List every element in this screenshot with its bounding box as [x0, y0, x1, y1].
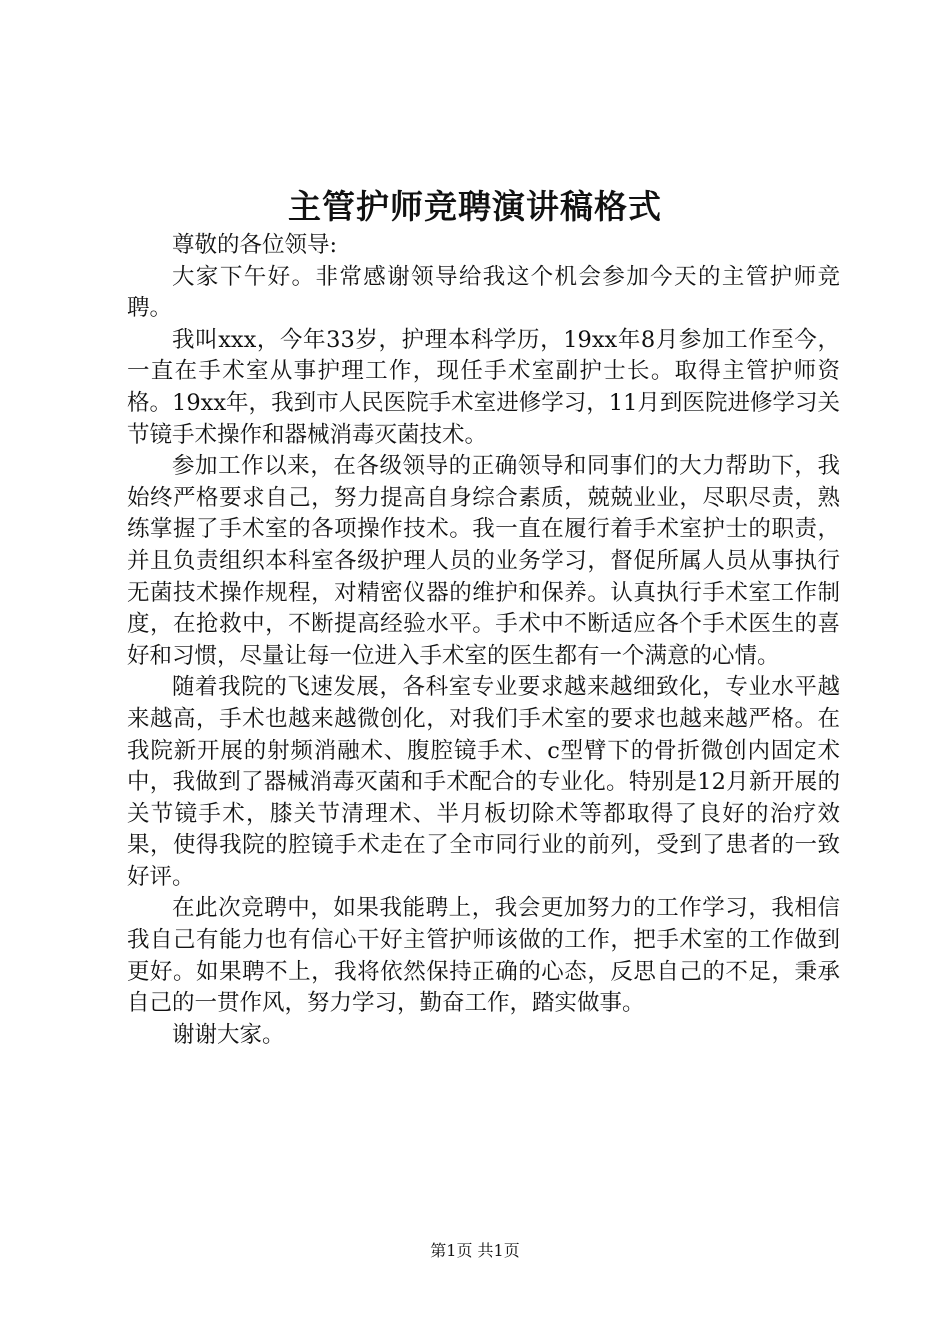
page-footer: 第1页 共1页 [430, 1241, 520, 1260]
paragraph: 在此次竞聘中，如果我能聘上，我会更加努力的工作学习，我相信我自己有能力也有信心干好主管护师该做的工作，把手术室的工作做到更好。如果聘不上，我将依然保持正确的心态，反思自己的不足，秉承自己的一贯作风，努力学习，勤奋工作，踏实做事。 [127, 895, 840, 1017]
document-title: 主管护师竞聘演讲稿格式 [288, 187, 662, 226]
paragraph: 参加工作以来，在各级领导的正确领导和同事们的大力帮助下，我始终严格要求自己，努力提高自身综合素质，兢兢业业，尽职尽责，熟练掌握了手术室的各项操作技术。我一直在履行着手术室护士的职责，并且负责组织本科室各级护理人员的业务学习，督促所属人员从事执行无菌技术操作规程，对精密仪器的维护和保养。认真执行手术室工作制度，在抢救中，不断提高经验水平。手术中不断适应各个手术医生的喜好和习惯，尽量让每一位进入手术室的医生都有一个满意的心情。 [127, 453, 840, 669]
paragraph: 大家下午好。非常感谢领导给我这个机会参加今天的主管护师竞聘。 [127, 263, 840, 322]
document-body [127, 230, 840, 1051]
salutation: 尊敬的各位领导: [172, 232, 338, 258]
paragraph: 随着我院的飞速发展，各科室专业要求越来越细致化，专业水平越来越高，手术也越来越微创化，对我们手术室的要求也越来越严格。在我院新开展的射频消融术、腹腔镜手术、c型臂下的骨折微创内固定术中，我做到了器械消毒灭菌和手术配合的专业化。特别是12月新开展的关节镜手术，膝关节清理术、半月板切除术等都取得了良好的治疗效果，使得我院的腔镜手术走在了全市同行业的前列，受到了患者的一致好评。 [127, 674, 840, 890]
closing-line: 谢谢大家。 [172, 1021, 285, 1048]
paragraph: 我叫xxx，今年33岁，护理本科学历，19xx年8月参加工作至今，一直在手术室从事护理工作，现任手术室副护士长。取得主管护师资格。19xx年，我到市人民医院手术室进修学习，11月到医院进修学习关节镜手术操作和器械消毒灭菌技术。 [127, 326, 840, 448]
